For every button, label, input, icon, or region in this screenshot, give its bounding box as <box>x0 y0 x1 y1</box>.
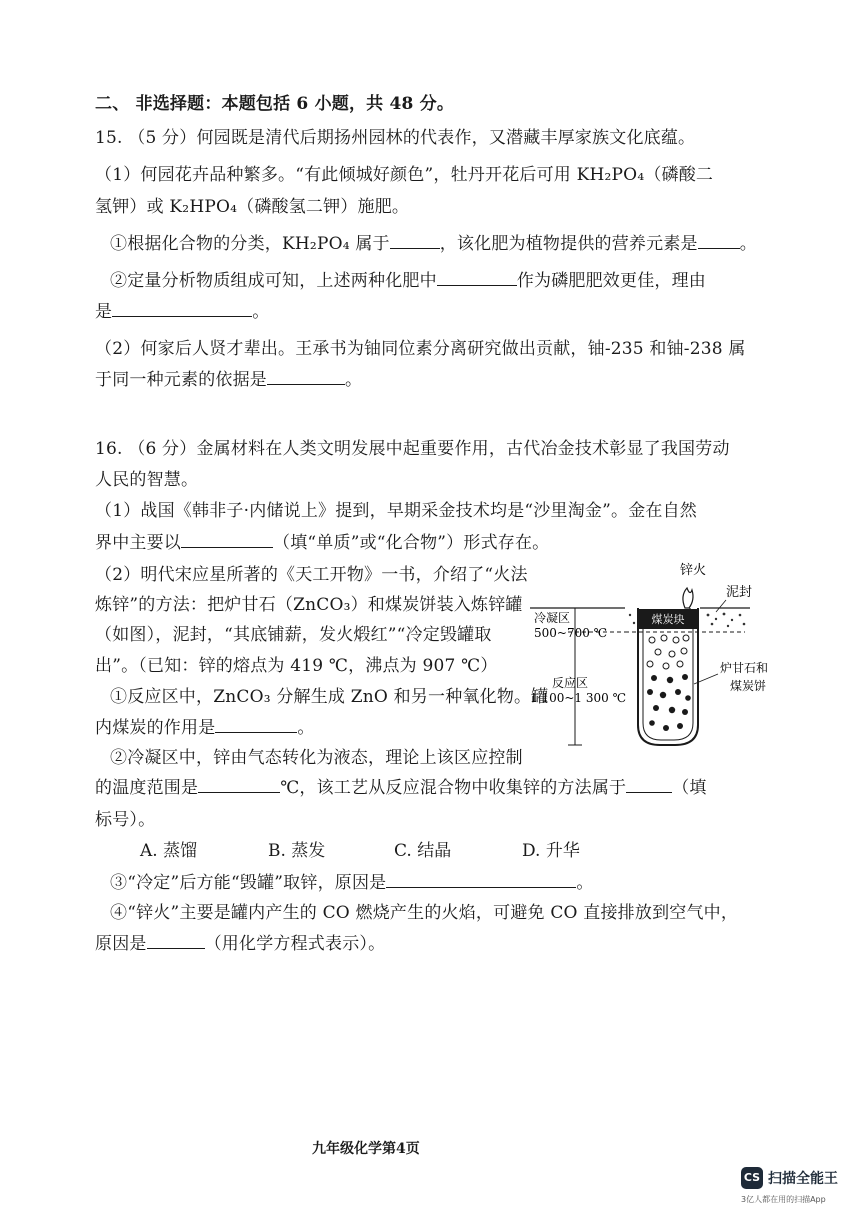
scanner-watermark <box>741 1167 853 1211</box>
q15-part2-line1: （2）何家后人贤才辈出。王承书为铀同位素分离研究做出贡献，铀-235 和铀-238 属 <box>95 339 746 359</box>
q15-sub1-text-b: ，该化肥为植物提供的营养元素是 <box>439 234 698 254</box>
label-mud-seal: 泥封 <box>726 585 753 600</box>
mud-seal-pointer <box>716 600 726 612</box>
answer-blank[interactable] <box>390 232 440 249</box>
charge-circles <box>647 635 689 669</box>
q15-intro: 15. （5 分）何园既是清代后期扬州园林的代表作，又潜藏丰厚家族文化底蕴。 <box>95 128 696 148</box>
q15-sub2-cont <box>95 300 269 324</box>
q15-sub1-text-c: 。 <box>739 234 757 254</box>
label-material-line2: 煤炭饼 <box>730 679 767 693</box>
camscanner-logo-icon: CS <box>741 1167 763 1189</box>
label-react-zone: 反应区 <box>552 676 589 690</box>
q16-part1-line1: （1）战国《韩非子·内储说上》提到，早期采金技术均是“沙里淘金”。金在自然 <box>95 501 697 521</box>
option-d: D. 升华 <box>522 841 580 861</box>
q15-sub2-text-b: 作为磷肥肥效更佳，理由 <box>516 271 707 291</box>
q16-sub4-line2 <box>95 932 385 956</box>
q15-part1-line1: （1）何园花卉品种繁多。“有此倾城好颜色”，牡丹开花后可用 KH₂PO₄（磷酸二 <box>95 165 714 185</box>
answer-blank[interactable] <box>626 776 672 793</box>
q15-sub2-text-c: 是 <box>95 302 113 322</box>
answer-blank[interactable] <box>386 871 576 888</box>
q16-part1-line2 <box>95 531 549 555</box>
q16-part1-text-a: 界中主要以 <box>95 533 181 553</box>
answer-blank[interactable] <box>437 269 517 286</box>
watermark-name: 扫描全能王 <box>768 1171 838 1187</box>
q16-sub4-text-a: 原因是 <box>95 934 147 954</box>
q16-sub2-line3: 标号）。 <box>95 810 156 830</box>
q16-sub2-text-c: （填 <box>672 778 707 798</box>
q15-sub2-text-d: 。 <box>252 302 270 322</box>
q16-sub4-line1: ④“锌火”主要是罐内产生的 CO 燃烧产生的火焰，可避免 CO 直接排放到空气中， <box>110 903 739 923</box>
q16-sub4-text-b: （用化学方程式表示）。 <box>204 934 386 954</box>
coal-block-label: 煤炭块 <box>651 613 685 626</box>
q15-part1-line2: 氢钾）或 K₂HPO₄（磷酸氢二钾）施肥。 <box>95 197 410 217</box>
answer-blank[interactable] <box>267 368 345 385</box>
option-a: A. 蒸馏 <box>140 841 198 861</box>
q15-sub2 <box>110 269 706 293</box>
page-footer: 九年级化学第4页 <box>312 1141 420 1157</box>
q15-sub1 <box>110 232 757 256</box>
q16-sub2-line2 <box>95 776 707 800</box>
section-heading: 二、 非选择题：本题包括 6 小题，共 48 分。 <box>95 94 455 114</box>
q15-sub1-text-a: ①根据化合物的分类，KH₂PO₄ 属于 <box>110 234 390 254</box>
q16-sub1-text-b: 。 <box>297 718 315 738</box>
q16-intro-line1: 16. （6 分）金属材料在人类文明发展中起重要作用，古代冶金技术彰显了我国劳动 <box>95 439 730 459</box>
q16-part2-line4: 出”。（已知：锌的熔点为 419 ℃，沸点为 907 ℃） <box>95 656 498 676</box>
watermark-tagline: 3亿人都在用的扫描App <box>741 1195 826 1204</box>
q15-part2-text-a: 于同一种元素的依据是 <box>95 370 267 390</box>
q16-sub2-text-b: ℃，该工艺从反应混合物中收集锌的方法属于 <box>280 778 627 798</box>
q16-sub1-text-a: 内煤炭的作用是 <box>95 718 216 738</box>
q16-sub2-text-a: 的温度范围是 <box>95 778 199 798</box>
answer-blank[interactable] <box>698 232 740 249</box>
label-react-temp: 1 100~1 300 ℃ <box>530 691 626 705</box>
answer-blank[interactable] <box>112 300 252 317</box>
charge-dots <box>647 674 691 731</box>
zinc-smelting-figure <box>530 560 790 760</box>
answer-blank[interactable] <box>215 716 297 733</box>
q16-sub1-line1: ①反应区中，ZnCO₃ 分解生成 ZnO 和另一种氧化物。罐 <box>110 687 549 707</box>
q16-sub3-text-a: ③“冷定”后方能“毁罐”取锌，原因是 <box>110 873 387 893</box>
option-c: C. 结晶 <box>394 841 452 861</box>
q16-sub2-line1: ②冷凝区中，锌由气态转化为液态，理论上该区应控制 <box>110 748 523 768</box>
zinc-fire-icon <box>683 588 693 608</box>
label-condense-temp: 500~700 ℃ <box>534 626 608 640</box>
option-b: B. 蒸发 <box>268 841 326 861</box>
answer-blank[interactable] <box>198 776 280 793</box>
q15-part2-line2 <box>95 368 362 392</box>
answer-blank[interactable] <box>181 531 273 548</box>
q15-sub2-text-a: ②定量分析物质组成可知，上述两种化肥中 <box>110 271 437 291</box>
q16-part2-line3: （如图），泥封，“其底铺薪，发火煅红”“冷定毁罐取 <box>95 625 492 645</box>
q16-part2-line2: 炼锌”的方法：把炉甘石（ZnCO₃）和煤炭饼装入炼锌罐 <box>95 595 523 615</box>
q16-sub3-text-b: 。 <box>576 873 594 893</box>
q15-part2-text-b: 。 <box>345 370 363 390</box>
answer-blank[interactable] <box>147 932 205 949</box>
label-zinc-fire: 锌火 <box>680 563 707 578</box>
q16-intro-line2: 人民的智慧。 <box>95 470 199 490</box>
label-material-line1: 炉甘石和 <box>720 661 769 675</box>
q16-sub1-line2 <box>95 716 315 740</box>
q16-part1-text-b: （填“单质”或“化合物”）形式存在。 <box>273 533 550 553</box>
q16-sub3 <box>110 871 594 895</box>
q16-part2-line1: （2）明代宋应星所著的《天工开物》一书，介绍了“火法 <box>95 565 528 585</box>
label-condense-zone: 冷凝区 <box>534 611 571 625</box>
